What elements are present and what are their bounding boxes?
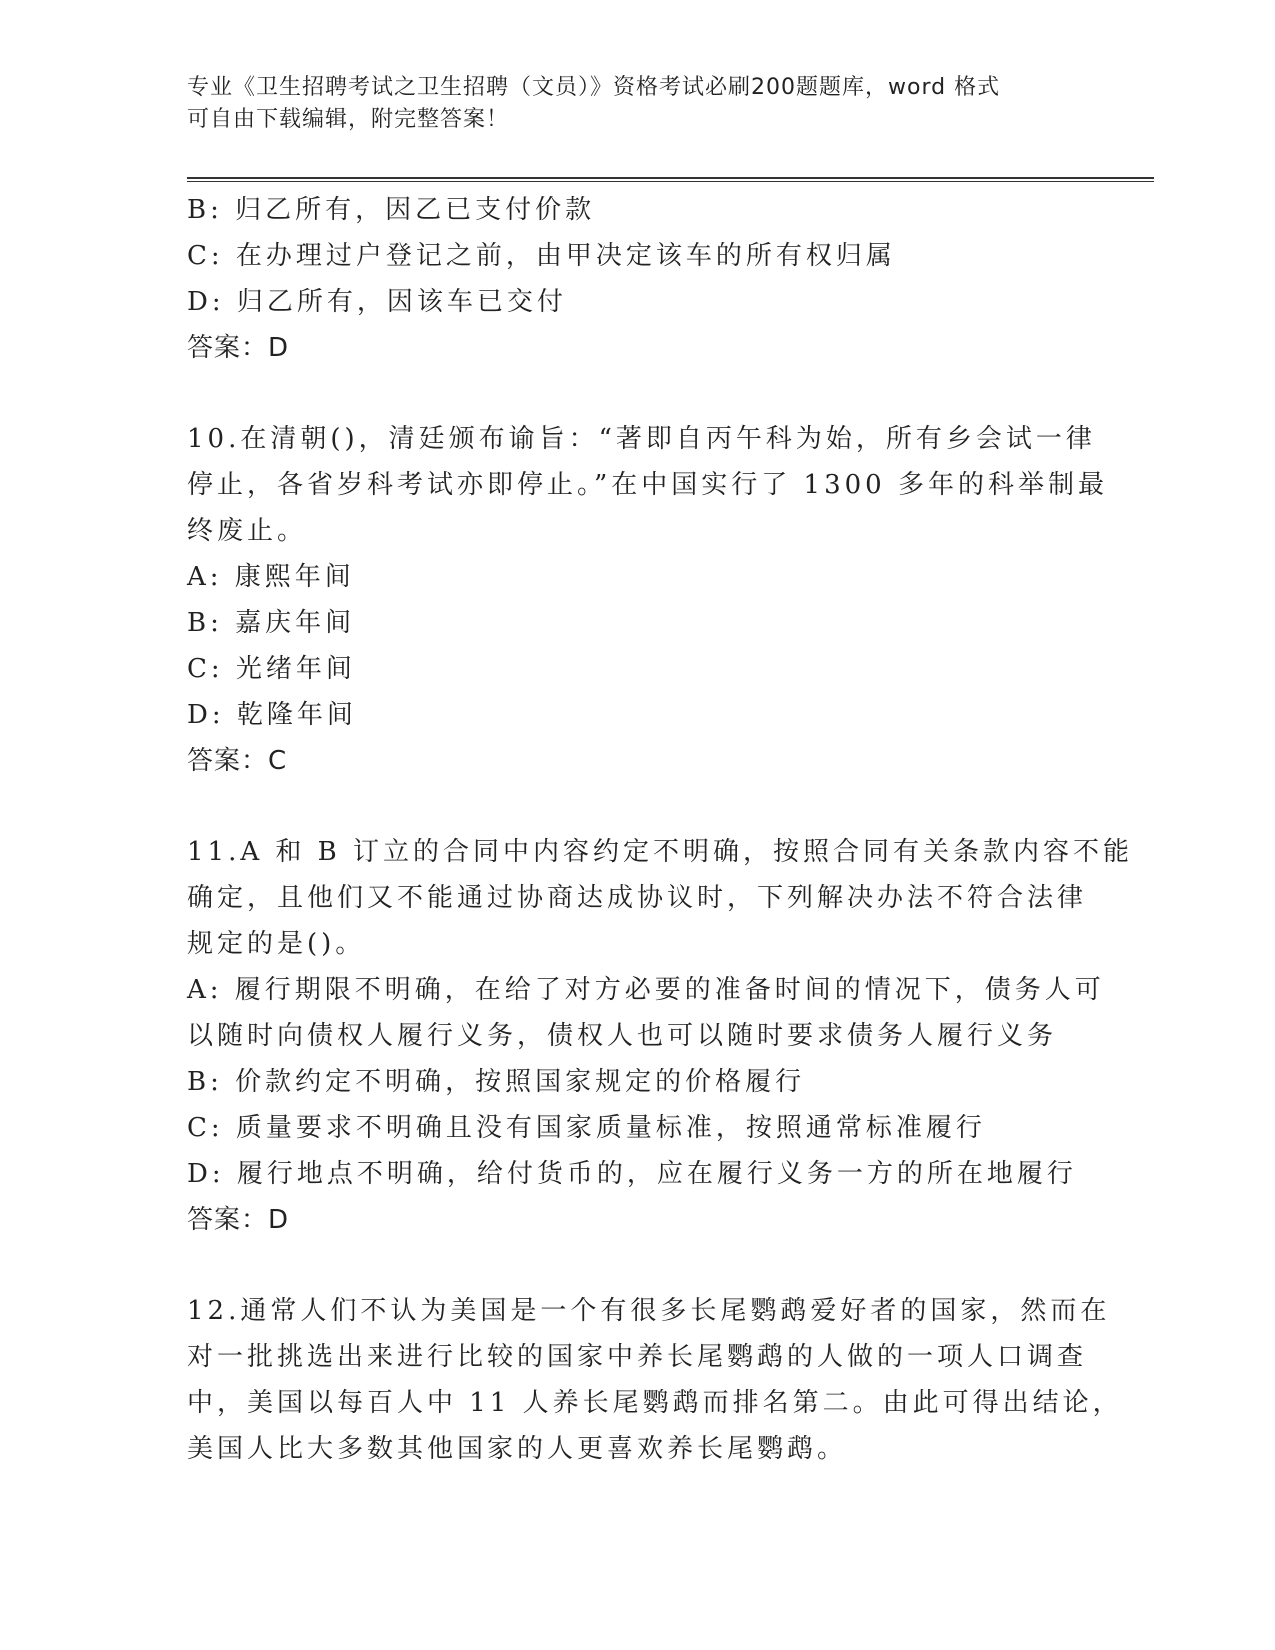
option-c: C: 质量要求不明确且没有国家质量标准，按照通常标准履行 [187, 1113, 986, 1143]
question-spacer [187, 784, 1087, 829]
document-header [187, 72, 1067, 136]
header-title-line-1: 专业《卫生招聘考试之卫生招聘（文员）》资格考试必刷200题题库，word 格式 [187, 75, 1001, 100]
question-stem-line: 确定，且他们又不能通过协商达成协议时，下列解决办法不符合法律 [187, 883, 1088, 913]
option-b: B: 归乙所有，因乙已支付价款 [187, 195, 596, 225]
option-b: B: 价款约定不明确，按照国家规定的价格履行 [187, 1067, 806, 1097]
question-10 [187, 416, 1108, 784]
question-9 [187, 187, 1087, 371]
question-stem-line: 停止，各省岁科考试亦即停止。”在中国实行了 1300 多年的科举制最 [187, 470, 1108, 500]
header-divider [187, 177, 1154, 182]
option-d: D: 履行地点不明确，给付货币的，应在履行义务一方的所在地履行 [187, 1159, 1077, 1189]
question-spacer [187, 371, 1087, 416]
option-d: D: 归乙所有，因该车已交付 [187, 287, 567, 317]
option-d: D: 乾隆年间 [187, 700, 357, 730]
option-a: A: 康熙年间 [187, 562, 355, 592]
option-a: A: 履行期限不明确，在给了对方必要的准备时间的情况下，债务人可 [187, 975, 1105, 1005]
option-a-continued: 以随时向债权人履行义务，债权人也可以随时要求债务人履行义务 [187, 1021, 1058, 1051]
question-spacer [187, 1243, 1087, 1288]
option-b: B: 嘉庆年间 [187, 608, 356, 638]
header-title-line-2: 可自由下载编辑，附完整答案！ [187, 107, 510, 132]
question-stem-line: 12.通常人们不认为美国是一个有很多长尾鹦鹉爱好者的国家，然而在 [187, 1296, 1111, 1326]
answer: 答案：D [187, 1205, 290, 1235]
question-stem-line: 规定的是()。 [187, 929, 366, 959]
question-list [187, 187, 1134, 1472]
question-stem-line: 美国人比大多数其他国家的人更喜欢养长尾鹦鹉。 [187, 1434, 848, 1464]
question-stem-line: 中，美国以每百人中 11 人养长尾鹦鹉而排名第二。由此可得出结论， [187, 1388, 1123, 1418]
question-stem-line: 终废止。 [187, 516, 308, 546]
question-stem-line: 对一批挑选出来进行比较的国家中养长尾鹦鹉的人做的一项人口调查 [187, 1342, 1088, 1372]
answer: 答案：D [187, 333, 290, 363]
question-12 [187, 1288, 1123, 1472]
option-c: C: 在办理过户登记之前，由甲决定该车的所有权归属 [187, 241, 896, 271]
question-11 [187, 829, 1134, 1243]
option-c: C: 光绪年间 [187, 654, 356, 684]
answer: 答案：C [187, 746, 288, 776]
question-stem-line: 10.在清朝()，清廷颁布谕旨：“著即自丙午科为始，所有乡会试一律 [187, 424, 1096, 454]
question-stem-line: 11.A 和 B 订立的合同中内容约定不明确，按照合同有关条款内容不能 [187, 837, 1134, 867]
